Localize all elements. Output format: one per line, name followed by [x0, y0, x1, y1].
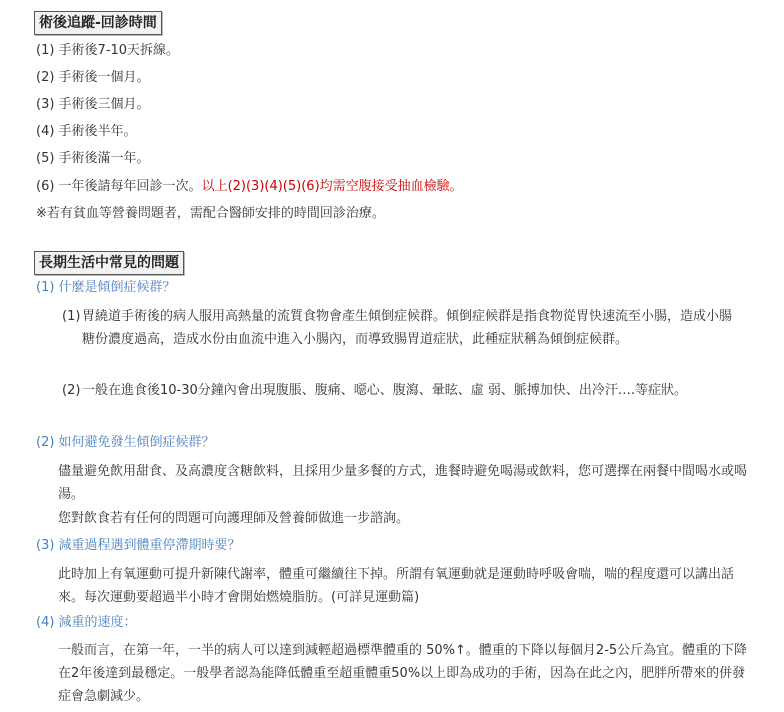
section-heading-long-term: 長期生活中常見的問題: [34, 251, 184, 275]
weight-plateau-answer: 此時加上有氧運動可提升新陳代謝率，體重可繼續往下掉。所謂有氧運動就是運動時呼吸會喘，喘的程度還可以講出話來。每次運動要超過半小時才會開始燃燒脂肪。(可詳見運動篇): [58, 567, 735, 605]
dumping-answer-1: [62, 305, 752, 375]
anemia-note: ※若有貧血等營養問題者，需配合醫師安排的時間回診治療。: [36, 206, 385, 221]
weight-loss-rate-answer: 一般而言，在第一年，一半的病人可以達到減輕超過標準體重的 50%↑。體重的下降以每個月2-5公斤為宜。體重的下降在2年後達到最穩定。一般學者認為能降低體重至超重體重50%以上即為成功的手術，因為在此之內，肥胖所帶來的併發症會急劇減少。: [58, 643, 748, 704]
question-dumping-syndrome: (1) 什麼是傾倒症候群？: [36, 280, 176, 295]
consult-note: 您對飲食若有任何的問題可向護理師及營養師做進一步諮詢。: [58, 511, 410, 526]
dumping-answer-1-text: 胃繞道手術後的病人服用高熱量的流質食物會產生傾倒症候群。傾倒症候群是指食物從胃快速流至小腸，造成小腸糖份濃度過高，造成水份由血流中進入小腸內，而導致腸胃道症狀，此種症狀稱為傾倒症候群。: [82, 309, 733, 347]
blood-test-warning: 以上(2)(3)(4)(5)(6)均需空腹接受抽血檢驗。: [201, 179, 463, 194]
followup-item-5: (5) 手術後滿一年。: [36, 151, 150, 166]
question-weight-loss-rate: (4) 減重的速度：: [36, 615, 137, 630]
dumping-answer-2: [62, 379, 752, 425]
dumping-answer-2-number: (2): [62, 383, 81, 398]
followup-item-3: (3) 手術後三個月。: [36, 97, 150, 112]
avoid-dumping-answer: 儘量避免飲用甜食、及高濃度含糖飲料，且採用少量多餐的方式，進餐時避免喝湯或飲料，您可選擇在兩餐中間喝水或喝湯。: [58, 464, 748, 502]
dumping-answer-1-number: (1): [62, 309, 81, 324]
question-avoid-dumping: (2) 如何避免發生傾倒症候群？: [36, 435, 215, 450]
followup-item-2: (2) 手術後一個月。: [36, 70, 150, 85]
dumping-answer-2-text: 一般在進食後10-30分鐘內會出現腹脹、腹痛、噁心、腹瀉、暈眩、虛 弱、脈搏加快、出冷汗….等症狀。: [82, 383, 688, 398]
followup-item-4: (4) 手術後半年。: [36, 124, 137, 139]
section-heading-followup: 術後追蹤-回診時間: [34, 11, 162, 35]
question-weight-plateau: (3) 減重過程遇到體重停滯期時要？: [36, 538, 241, 553]
followup-item-6-text: (6) 一年後請每年回診一次。: [36, 179, 202, 194]
followup-item-1: (1) 手術後7-10天拆線。: [36, 43, 180, 58]
followup-item-6: [36, 178, 463, 196]
